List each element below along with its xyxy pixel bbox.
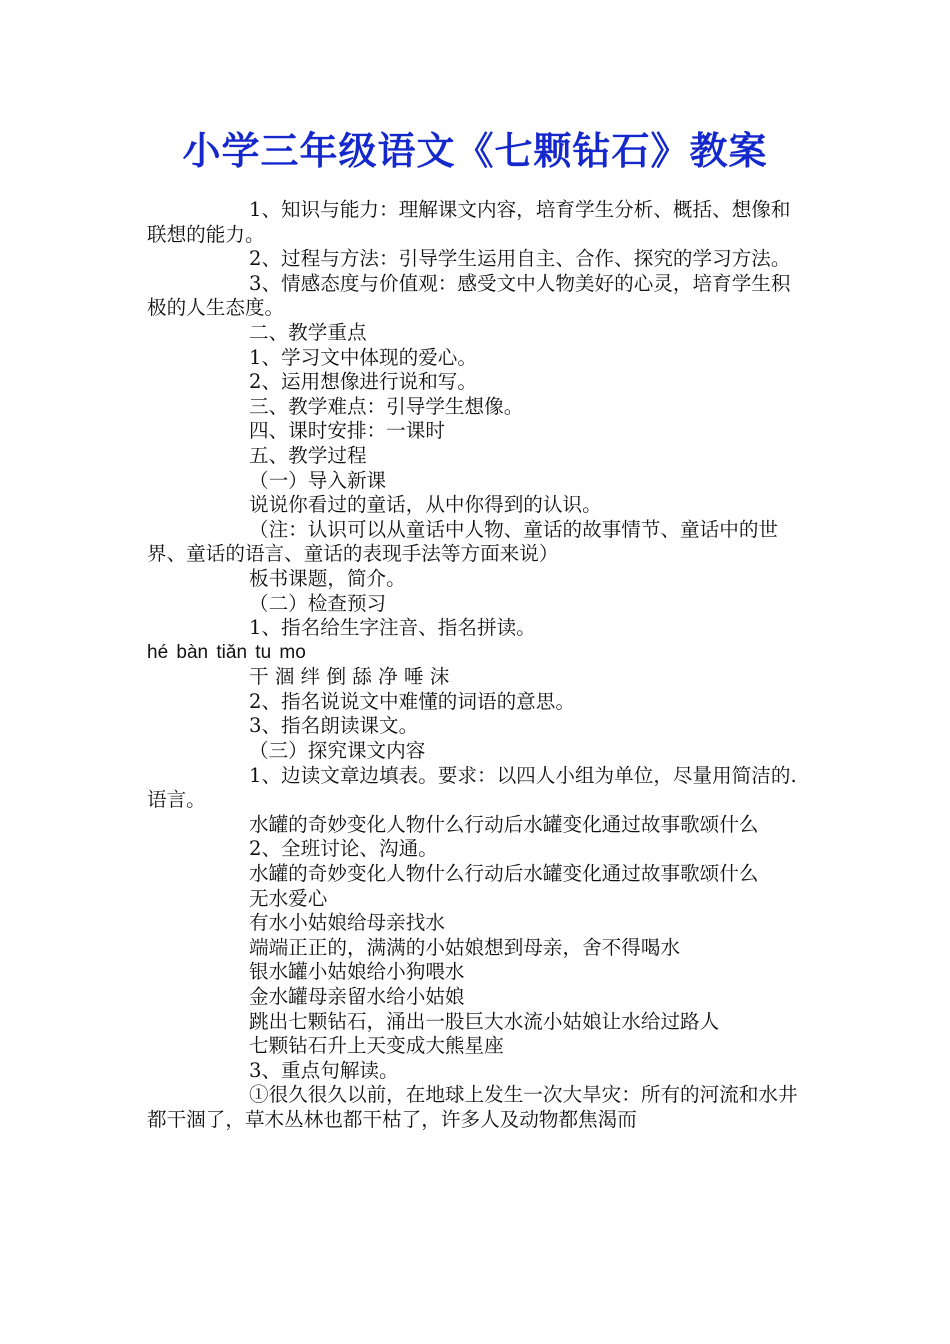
table-row-text: 端端正正的，满满的小姑娘想到母亲，舍不得喝水 <box>249 935 681 959</box>
section-heading: 四、课时安排：一课时 <box>249 419 445 443</box>
table-header-text: 水罐的奇妙变化人物什么行动后水罐变化通过故事歌颂什么 <box>249 812 759 836</box>
paragraph: 3、重点句解读。 <box>249 1058 399 1082</box>
table-header-text: 水罐的奇妙变化人物什么行动后水罐变化通过故事歌颂什么 <box>249 862 759 886</box>
paragraph: 1、知识与能力：理解课文内容，培育学生分析、概括、想像和联想的能力。 <box>147 198 791 246</box>
subsection-heading: （一）导入新课 <box>249 468 387 492</box>
paragraph: 说说你看过的童话，从中你得到的认识。 <box>249 493 602 517</box>
vocabulary-line: 干 涸 绊 倒 舔 净 唾 沫 <box>249 665 450 689</box>
pinyin-line: hé bàn tiǎn tu mo <box>147 641 306 663</box>
table-row-text: 无水爱心 <box>249 886 328 910</box>
section-heading: 五、教学过程 <box>249 443 367 467</box>
paragraph: 2、指名说说文中难懂的词语的意思。 <box>249 689 575 713</box>
paragraph: 1、学习文中体现的爱心。 <box>249 345 477 369</box>
table-row-text: 金水罐母亲留水给小姑娘 <box>249 985 465 1008</box>
document-body <box>147 198 807 1133</box>
paragraph: ①很久很久以前，在地球上发生一次大旱灾：所有的河流和水井都干涸了，草木丛林也都干枯了，许多人及动物都焦渴而 <box>147 1083 798 1131</box>
document-title: 小学三年级语文《七颗钻石》教案 <box>182 129 768 173</box>
paragraph: 2、过程与方法：引导学生运用自主、合作、探究的学习方法。 <box>249 247 791 271</box>
paragraph: 2、运用想像进行说和写。 <box>249 370 477 394</box>
subsection-heading: （二）检查预习 <box>249 591 387 615</box>
paragraph: 1、指名给生字注音、指名拼读。 <box>249 616 536 640</box>
table-row-text: 银水罐小姑娘给小狗喂水 <box>249 960 465 984</box>
section-heading: 二、教学重点 <box>249 320 367 344</box>
paragraph: 3、情感态度与价值观：感受文中人物美好的心灵，培育学生积极的人生态度。 <box>147 271 791 320</box>
section-heading: 三、教学难点：引导学生想像。 <box>249 394 524 418</box>
table-row-text: 有水小姑娘给母亲找水 <box>249 911 445 935</box>
subsection-heading: （三）探究课文内容 <box>249 739 426 763</box>
paragraph: 2、全班讨论、沟通。 <box>249 837 438 861</box>
paragraph: 3、指名朗读课文。 <box>249 714 419 738</box>
table-row-text: 跳出七颗钻石，涌出一股巨大水流小姑娘让水给过路人 <box>249 1009 720 1033</box>
paragraph: 板书课题，简介。 <box>249 566 406 590</box>
paragraph: 1、边读文章边填表。要求：以四人小组为单位，尽量用简洁的.语言。 <box>147 763 797 812</box>
table-row-text: 七颗钻石升上天变成大熊星座 <box>249 1034 504 1058</box>
paragraph: （注：认识可以从童话中人物、童话的故事情节、童话中的世界、童话的语言、童话的表现手法等方面来说） <box>147 517 779 566</box>
